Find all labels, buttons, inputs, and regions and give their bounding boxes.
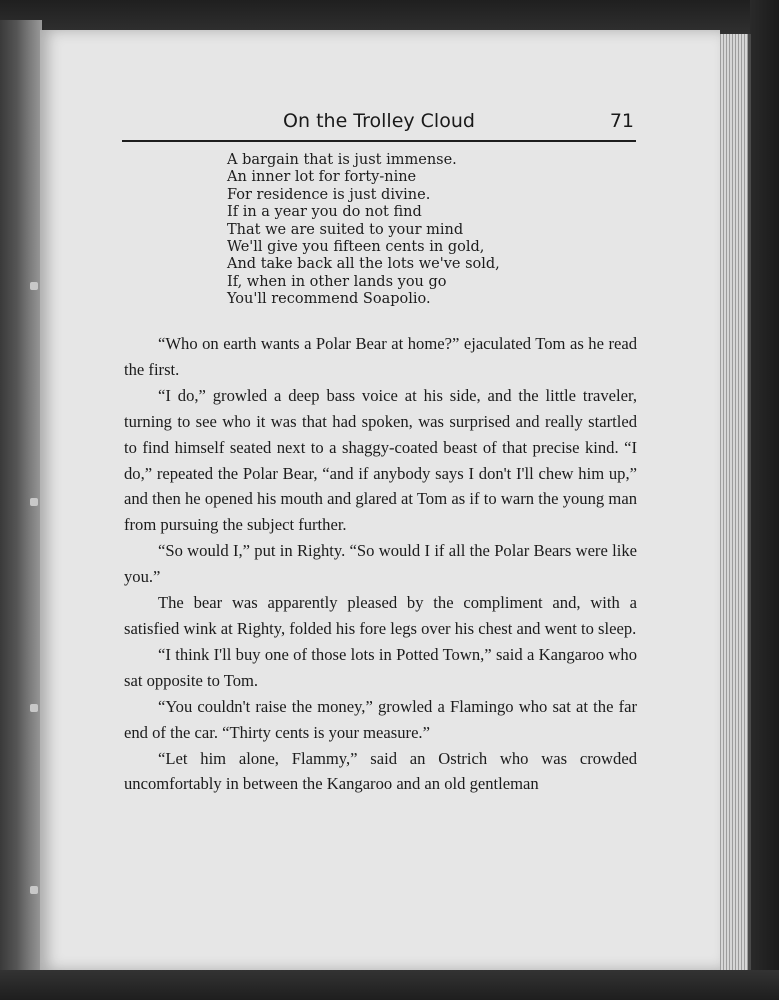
- page-edges: [718, 34, 751, 982]
- body-text: [124, 331, 637, 797]
- book-cover-bottom: [0, 970, 779, 1000]
- verse-line: If in a year you do not find: [227, 204, 422, 221]
- paragraph: “Let him alone, Flammy,” said an Ostrich who was crowded uncomfortably in between the Kangaroo and an old gentleman: [124, 748, 637, 794]
- verse-line: A bargain that is just immense.: [227, 152, 457, 168]
- binding-stitch: [30, 282, 38, 290]
- page-number: 71: [609, 110, 634, 132]
- verse-line: You'll recommend Soapolio.: [227, 291, 431, 308]
- paragraph: “I do,” growled a deep bass voice at his side, and the little traveler, turning to see who it was that had spoken, was surprised and really startled to find himself seated next to a shaggy-coated beast of that precise kind. “I do,” repeated the Polar Bear, “and if anybody says I don't I'll chew him up,” and then he opened his mouth and glared at Tom as if to warn the young man from pursuing the subject further.: [124, 385, 637, 535]
- verse-line: An inner lot for forty-nine: [227, 169, 417, 186]
- paragraph: The bear was apparently pleased by the compliment and, with a satisfied wink at Righty, folded his fore legs over his chest and went to sleep.: [124, 593, 637, 638]
- paragraph: “I think I'll buy one of those lots in Potted Town,” said a Kangaroo who sat opposite to Tom.: [124, 644, 637, 690]
- verse-line: And take back all the lots we've sold,: [227, 256, 500, 273]
- book-cover-right: [750, 0, 779, 1000]
- paragraph: “So would I,” put in Righty. “So would I if all the Polar Bears were like you.”: [124, 541, 637, 587]
- book-spine: [0, 20, 44, 980]
- page-header: [122, 108, 636, 142]
- verse-line: We'll give you fifteen cents in gold,: [227, 239, 485, 256]
- verse-line: For residence is just divine.: [227, 186, 431, 203]
- binding-stitch: [30, 498, 38, 506]
- paragraph: “You couldn't raise the money,” growled a Flamingo who sat at the far end of the car. “Thirty cents is your measure.”: [124, 696, 637, 742]
- verse-line: That we are suited to your mind: [227, 221, 464, 238]
- verse-line: If, when in other lands you go: [227, 273, 447, 290]
- binding-stitch: [30, 886, 38, 894]
- verse-block: [227, 152, 587, 309]
- paragraph: “Who on earth wants a Polar Bear at home?” ejaculated Tom as he read the first.: [124, 334, 637, 379]
- running-title: On the Trolley Cloud: [283, 110, 475, 132]
- binding-stitch: [30, 704, 38, 712]
